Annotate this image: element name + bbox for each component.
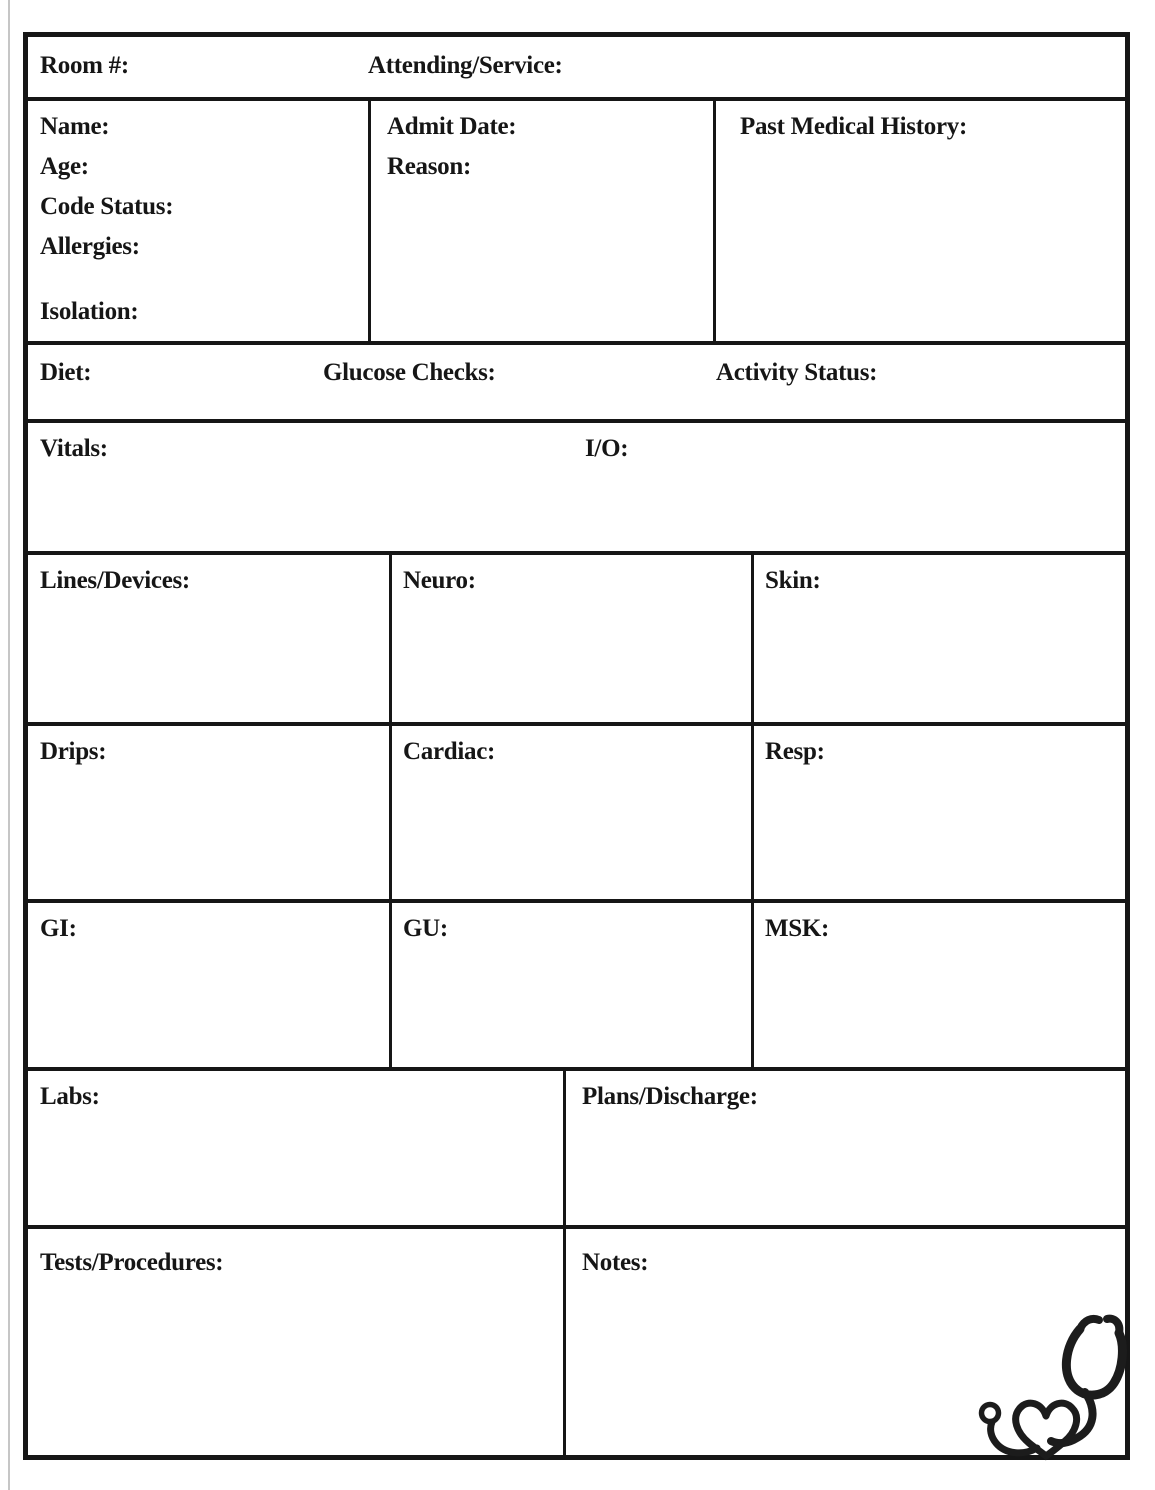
allergies-label: Allergies:: [40, 233, 140, 260]
isolation-label: Isolation:: [40, 298, 139, 325]
systems-row-2: [28, 722, 1125, 899]
glucose-checks-label: Glucose Checks:: [323, 359, 496, 386]
age-label: Age:: [40, 153, 89, 180]
gu-label: GU:: [403, 915, 448, 942]
msk-label: MSK:: [765, 915, 830, 942]
systems-row-3: [28, 899, 1125, 1067]
gi-label: GI:: [40, 915, 77, 942]
skin-cell: [751, 555, 1125, 722]
status-row: [28, 341, 1125, 419]
labs-cell: [28, 1071, 563, 1225]
vitals-label: Vitals:: [40, 435, 108, 462]
skin-label: Skin:: [765, 567, 821, 594]
plans-discharge-cell: [563, 1071, 1125, 1225]
msk-cell: [751, 903, 1125, 1067]
patient-info-cell: [28, 101, 368, 341]
notes-label: Notes:: [582, 1249, 649, 1276]
code-status-label: Code Status:: [40, 193, 174, 220]
gu-cell: [389, 903, 751, 1067]
diet-label: Diet:: [40, 359, 92, 386]
past-medical-history-cell: [713, 101, 1125, 341]
stethoscope-heart-icon: [958, 1285, 1136, 1463]
reason-label: Reason:: [387, 153, 472, 180]
room-number-label: Room #:: [40, 52, 129, 79]
tests-procedures-label: Tests/Procedures:: [40, 1249, 224, 1276]
gi-cell: [28, 903, 389, 1067]
activity-status-label: Activity Status:: [716, 359, 878, 386]
nurse-report-sheet: [23, 32, 1130, 1460]
patient-row: [28, 97, 1125, 341]
admit-date-label: Admit Date:: [387, 113, 517, 140]
resp-cell: [751, 726, 1125, 899]
lines-devices-label: Lines/Devices:: [40, 567, 190, 594]
labs-plans-row: [28, 1067, 1125, 1225]
drips-label: Drips:: [40, 738, 107, 765]
tests-procedures-cell: [28, 1229, 563, 1455]
systems-row-1: [28, 551, 1125, 722]
attending-service-label: Attending/Service:: [368, 52, 563, 79]
cardiac-label: Cardiac:: [403, 738, 496, 765]
labs-label: Labs:: [40, 1083, 100, 1110]
neuro-cell: [389, 555, 751, 722]
scan-artifact-line: [8, 0, 10, 1490]
resp-label: Resp:: [765, 738, 825, 765]
io-label: I/O:: [585, 435, 629, 462]
cardiac-cell: [389, 726, 751, 899]
admission-cell: [368, 101, 713, 341]
past-medical-history-label: Past Medical History:: [740, 113, 967, 140]
drips-cell: [28, 726, 389, 899]
vitals-row: [28, 419, 1125, 551]
neuro-label: Neuro:: [403, 567, 476, 594]
name-label: Name:: [40, 113, 110, 140]
header-row: [28, 37, 1125, 97]
lines-devices-cell: [28, 555, 389, 722]
plans-discharge-label: Plans/Discharge:: [582, 1083, 758, 1110]
